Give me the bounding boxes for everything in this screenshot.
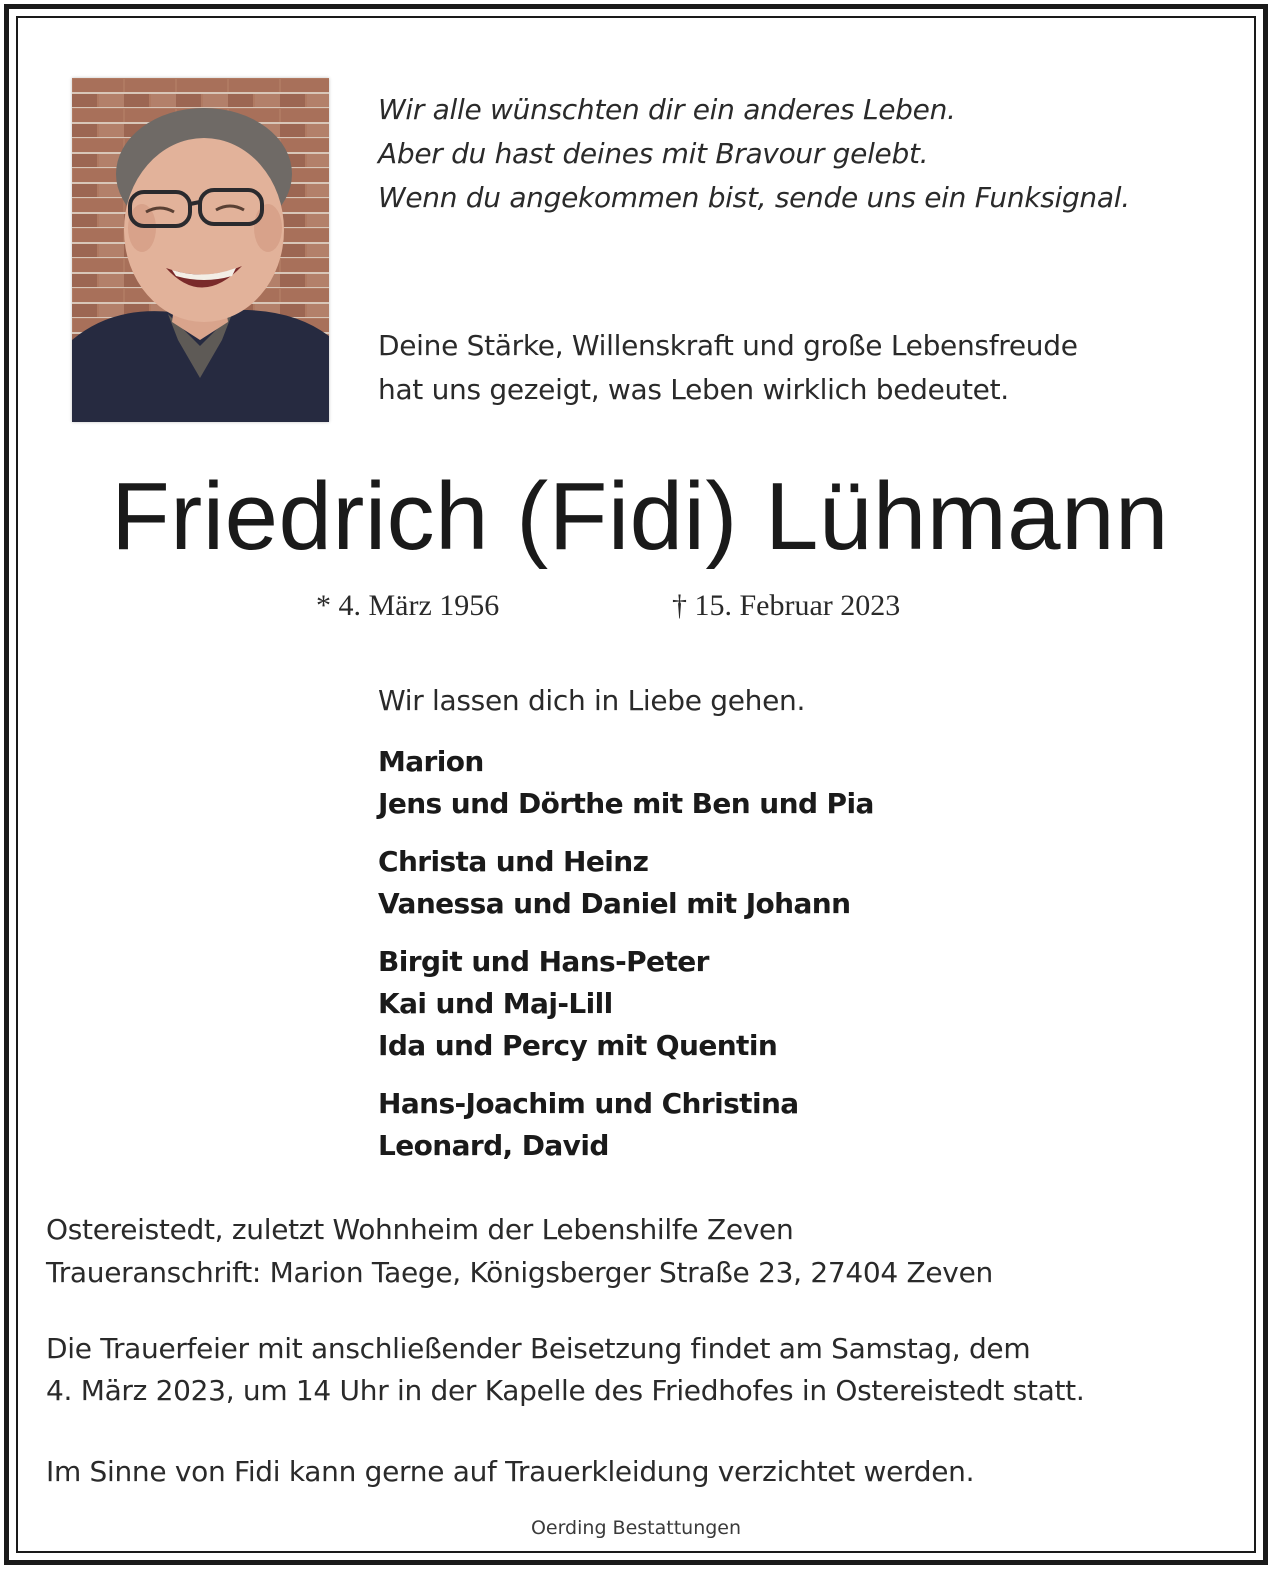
mourner-line: Leonard, David — [378, 1129, 609, 1162]
mourning-address — [46, 1208, 993, 1294]
mourner-line: Jens und Dörthe mit Ben und Pia — [378, 787, 874, 820]
mourner-line: Hans-Joachim und Christina — [378, 1087, 799, 1120]
address-line: Traueranschrift: Marion Taege, Königsberger Straße 23, 27404 Zeven — [46, 1256, 993, 1289]
mourner-group — [378, 841, 874, 925]
ceremony-line: Die Trauerfeier mit anschließender Beisetzung findet am Samstag, dem — [46, 1332, 1031, 1365]
clothing-note: Im Sinne von Fidi kann gerne auf Trauerkleidung verzichtet werden. — [46, 1455, 975, 1488]
birth-date: * 4. März 1956 — [316, 589, 500, 622]
mourner-line: Kai und Maj-Lill — [378, 987, 613, 1020]
poem-line: Wir alle wünschten dir ein anderes Leben. — [378, 93, 956, 126]
portrait-photo — [72, 78, 329, 422]
mourner-line: Vanessa und Daniel mit Johann — [378, 887, 851, 920]
funeral-details — [46, 1328, 1084, 1412]
tribute-text — [378, 324, 1078, 412]
mourner-group — [378, 941, 874, 1067]
deceased-name: Friedrich (Fidi) Lühmann — [111, 463, 1169, 570]
mourner-line: Christa und Heinz — [378, 845, 649, 878]
mourner-line: Birgit und Hans-Peter — [378, 945, 709, 978]
poem-verse — [378, 88, 1130, 220]
mourners-list — [378, 741, 874, 1183]
tribute-line: Deine Stärke, Willenskraft und große Lebensfreude — [378, 329, 1078, 362]
poem-line: Aber du hast deines mit Bravour gelebt. — [378, 137, 929, 170]
ceremony-line: 4. März 2023, um 14 Uhr in der Kapelle des Friedhofes in Ostereistedt statt. — [46, 1374, 1085, 1407]
death-date: † 15. Februar 2023 — [672, 589, 901, 622]
address-line: Ostereistedt, zuletzt Wohnheim der Lebenshilfe Zeven — [46, 1213, 794, 1246]
mourner-line: Ida und Percy mit Quentin — [378, 1029, 778, 1062]
farewell-line: Wir lassen dich in Liebe gehen. — [378, 684, 806, 717]
undertaker-name: Oerding Bestattungen — [530, 1517, 742, 1539]
mourner-group — [378, 1083, 874, 1167]
poem-line: Wenn du angekommen bist, sende uns ein Funksignal. — [378, 181, 1130, 214]
mourner-group — [378, 741, 874, 825]
tribute-line: hat uns gezeigt, was Leben wirklich bedeutet. — [378, 373, 1009, 406]
mourner-line: Marion — [378, 745, 484, 778]
